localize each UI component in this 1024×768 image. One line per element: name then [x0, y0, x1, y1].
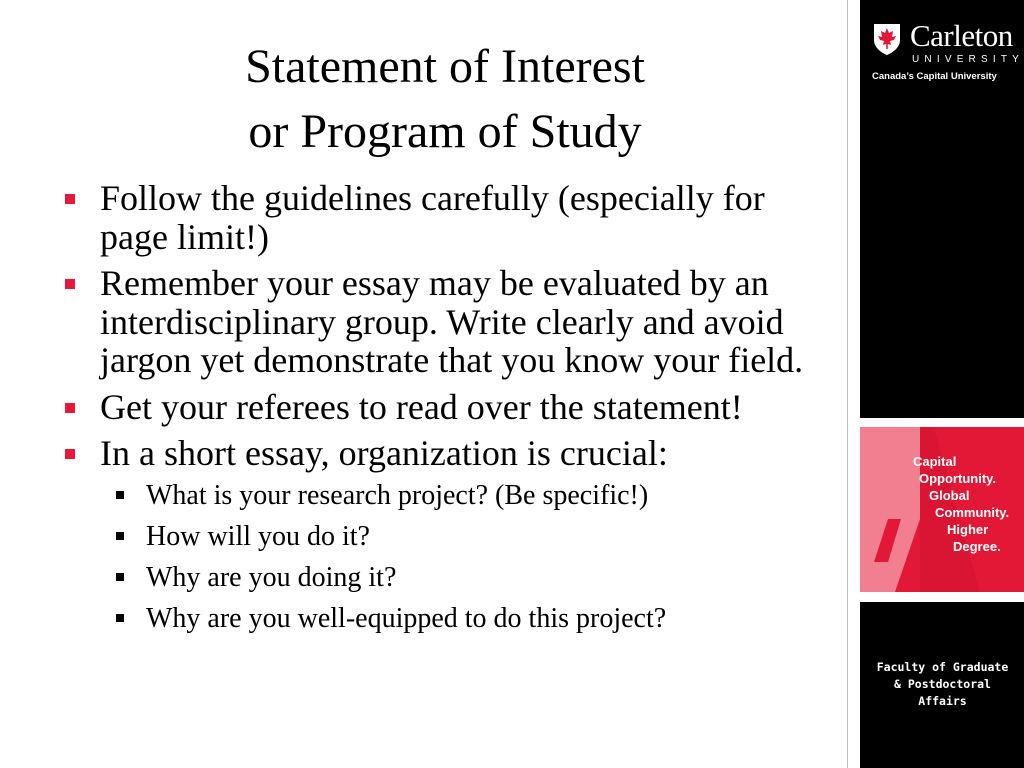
sub-bullet-item — [0, 475, 840, 516]
sub-bullet-item — [0, 557, 840, 598]
slogan-line: Capital — [913, 454, 957, 469]
maple-leaf-shield-icon — [872, 22, 902, 56]
square-sub-bullet-icon — [116, 614, 124, 622]
bullet-text: Get your referees to read over the statement! — [100, 386, 743, 427]
logo-wordmark: Carleton — [910, 18, 1013, 53]
bullet-text: Follow the guidelines carefully (especially for page limit!) — [100, 178, 765, 257]
faculty-name — [860, 659, 1024, 710]
sub-bullet-text: What is your research project? (Be specific!) — [146, 479, 649, 511]
slogan-text — [913, 453, 1009, 555]
brand-sidebar — [847, 0, 1024, 768]
logo-panel — [860, 0, 1024, 418]
bullet-list — [0, 179, 840, 639]
sub-bullet-text: Why are you doing it? — [146, 561, 397, 593]
slogan-line: Global — [929, 488, 970, 503]
square-bullet-icon — [65, 194, 75, 204]
square-sub-bullet-icon — [116, 573, 124, 581]
faculty-panel — [860, 602, 1024, 768]
slogan-line: Community. — [935, 505, 1010, 520]
slogan-panel — [860, 427, 1024, 592]
square-bullet-icon — [65, 279, 75, 289]
faculty-line: Faculty of Graduate — [876, 660, 1009, 674]
slogan-line: Degree. — [953, 539, 1001, 554]
slogan-line: Opportunity. — [919, 471, 997, 486]
square-bullet-icon — [65, 449, 75, 459]
slide-title — [150, 34, 740, 164]
title-line-1: Statement of Interest — [245, 40, 645, 93]
bullet-text: In a short essay, organization is crucial: — [100, 433, 668, 473]
faculty-line: Affairs — [918, 694, 967, 708]
sub-bullet-item — [0, 598, 840, 639]
bullet-item — [0, 388, 840, 427]
sub-bullet-text: How will you do it? — [146, 520, 370, 552]
bullet-item — [0, 179, 840, 256]
square-sub-bullet-icon — [116, 532, 124, 540]
square-sub-bullet-icon — [116, 491, 124, 499]
logo-tagline: Canada’s Capital University — [872, 71, 997, 82]
faculty-line: & Postdoctoral — [894, 677, 991, 691]
sub-bullet-item — [0, 516, 840, 557]
slogan-line: Higher — [947, 522, 989, 537]
square-bullet-icon — [65, 403, 75, 413]
bullet-item — [0, 264, 840, 380]
title-line-2: or Program of Study — [248, 105, 642, 158]
bullet-item — [0, 434, 840, 473]
bullet-text: Remember your essay may be evaluated by an interdisciplinary group. Write clearly and avoid jargon yet demonstrate that you know your field. — [100, 263, 804, 380]
sub-bullet-text: Why are you well-equipped to do this project? — [146, 602, 667, 634]
logo-university: UNIVERSITY — [912, 54, 1024, 65]
